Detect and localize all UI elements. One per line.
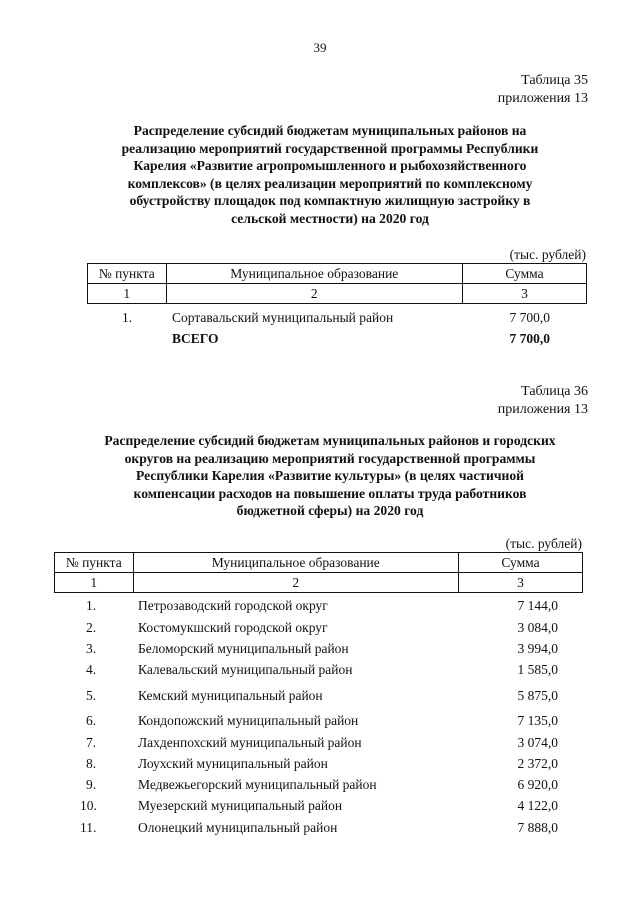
table-row bbox=[0, 620, 640, 640]
table36-header bbox=[54, 552, 583, 593]
table35-title-line: Распределение субсидий бюджетам муниципальных районов на bbox=[133, 123, 527, 138]
table35-caption bbox=[498, 72, 588, 108]
row-name: Петрозаводский городской округ bbox=[138, 598, 328, 613]
table35-col-number-header: № пункта bbox=[88, 264, 167, 284]
table-row bbox=[0, 820, 640, 840]
table35-colnum: 2 bbox=[166, 284, 463, 304]
table35-colnum-row bbox=[88, 284, 587, 304]
table-row bbox=[0, 798, 640, 818]
row-name: Беломорский муниципальный район bbox=[138, 641, 349, 656]
table35-title-line: комплексов» (в целях реализации мероприятий по комплексному bbox=[127, 175, 533, 191]
table36-colnum: 2 bbox=[133, 573, 458, 593]
row-sum: 2 372,0 bbox=[517, 756, 558, 771]
table-row bbox=[0, 688, 640, 708]
row-number: 10. bbox=[80, 798, 97, 813]
table36-colnum-row bbox=[55, 573, 583, 593]
table36-header-row bbox=[55, 553, 583, 573]
table35-header bbox=[87, 263, 587, 304]
row-sum: 6 920,0 bbox=[517, 777, 558, 792]
table-row bbox=[0, 641, 640, 661]
row-number: 1. bbox=[86, 598, 97, 613]
row-number: 5. bbox=[86, 688, 97, 703]
row-name: Лахденпохский муниципальный район bbox=[138, 735, 362, 750]
table36-title-line: округов на реализацию мероприятий государственной программы bbox=[124, 450, 536, 466]
row-name: Лоухский муниципальный район bbox=[138, 756, 328, 771]
row-name: Кондопожский муниципальный район bbox=[138, 713, 359, 728]
row-number: 8. bbox=[86, 756, 97, 771]
row-sum: 7 144,0 bbox=[517, 598, 558, 613]
table36-title bbox=[50, 432, 610, 520]
row-sum: 3 994,0 bbox=[517, 641, 558, 656]
table36-col-number-header: № пункта bbox=[55, 553, 134, 573]
table36-caption bbox=[498, 383, 588, 419]
row-name: Костомукшский городской округ bbox=[138, 620, 328, 635]
row-sum: 1 585,0 bbox=[517, 662, 558, 677]
table35-title bbox=[70, 122, 590, 227]
table35-total-row bbox=[0, 331, 640, 351]
row-number: 6. bbox=[86, 713, 97, 728]
table35-caption-appendix: приложения 13 bbox=[497, 91, 588, 106]
row-number: 1. bbox=[122, 310, 133, 325]
table35-header-row bbox=[88, 264, 587, 284]
table36-title-line: Республики Карелия «Развитие культуры» (в целях частичной bbox=[135, 468, 525, 483]
row-name: Калевальский муниципальный район bbox=[138, 662, 353, 677]
table36-caption-number: Таблица 36 bbox=[521, 384, 588, 399]
row-name: Кемский муниципальный район bbox=[138, 688, 323, 703]
table-row bbox=[0, 598, 640, 618]
table36-units: (тыс. рублей) bbox=[505, 536, 582, 551]
table35-row bbox=[0, 310, 640, 330]
row-name: Муезерский муниципальный район bbox=[138, 798, 343, 813]
row-number: 9. bbox=[86, 777, 97, 792]
total-label: ВСЕГО bbox=[172, 331, 219, 346]
row-name: Олонецкий муниципальный район bbox=[138, 820, 338, 835]
row-sum: 3 084,0 bbox=[517, 620, 558, 635]
table35-col-sum-header: Сумма bbox=[463, 264, 587, 284]
table-row bbox=[0, 713, 640, 733]
row-number: 4. bbox=[86, 662, 97, 677]
table36-caption-appendix: приложения 13 bbox=[497, 402, 588, 417]
row-number: 3. bbox=[86, 641, 97, 656]
row-number: 7. bbox=[86, 735, 97, 750]
table36-colnum: 3 bbox=[458, 573, 582, 593]
table36-title-line: бюджетной сферы) на 2020 год bbox=[236, 503, 424, 518]
page-number: 39 bbox=[313, 40, 327, 55]
table36-colnum: 1 bbox=[55, 573, 134, 593]
row-sum: 7 700,0 bbox=[509, 310, 550, 325]
table35-title-line: обустройству площадок под компактную жилищную застройку в bbox=[129, 193, 531, 208]
table35-title-line: реализацию мероприятий государственной программы Республики bbox=[121, 140, 539, 156]
table35-caption-number: Таблица 35 bbox=[521, 73, 588, 88]
table36-title-line: Распределение субсидий бюджетам муниципальных районов и городских bbox=[104, 433, 556, 448]
table35-colnum: 3 bbox=[463, 284, 587, 304]
row-sum: 7 888,0 bbox=[517, 820, 558, 835]
row-number: 11. bbox=[80, 820, 97, 835]
row-name: Сортавальский муниципальный район bbox=[172, 310, 394, 325]
row-sum: 7 135,0 bbox=[517, 713, 558, 728]
table35-units: (тыс. рублей) bbox=[509, 247, 586, 262]
table35-col-name-header: Муниципальное образование bbox=[166, 264, 463, 284]
table35-title-line: Карелия «Развитие агропромышленного и рыбохозяйственного bbox=[133, 158, 527, 173]
table36-title-line: компенсации расходов на повышение оплаты труда работников bbox=[133, 485, 527, 501]
row-sum: 5 875,0 bbox=[517, 688, 558, 703]
row-number: 2. bbox=[86, 620, 97, 635]
row-name: Медвежьегорский муниципальный район bbox=[138, 777, 377, 792]
table36-col-sum-header: Сумма bbox=[458, 553, 582, 573]
row-sum: 4 122,0 bbox=[517, 798, 558, 813]
table-row bbox=[0, 662, 640, 682]
table-row bbox=[0, 777, 640, 797]
table35-title-line: сельской местности) на 2020 год bbox=[231, 210, 429, 226]
table36-col-name-header: Муниципальное образование bbox=[133, 553, 458, 573]
total-sum: 7 700,0 bbox=[509, 331, 550, 346]
table-row bbox=[0, 735, 640, 755]
row-sum: 3 074,0 bbox=[517, 735, 558, 750]
table-row bbox=[0, 756, 640, 776]
table35-colnum: 1 bbox=[88, 284, 167, 304]
